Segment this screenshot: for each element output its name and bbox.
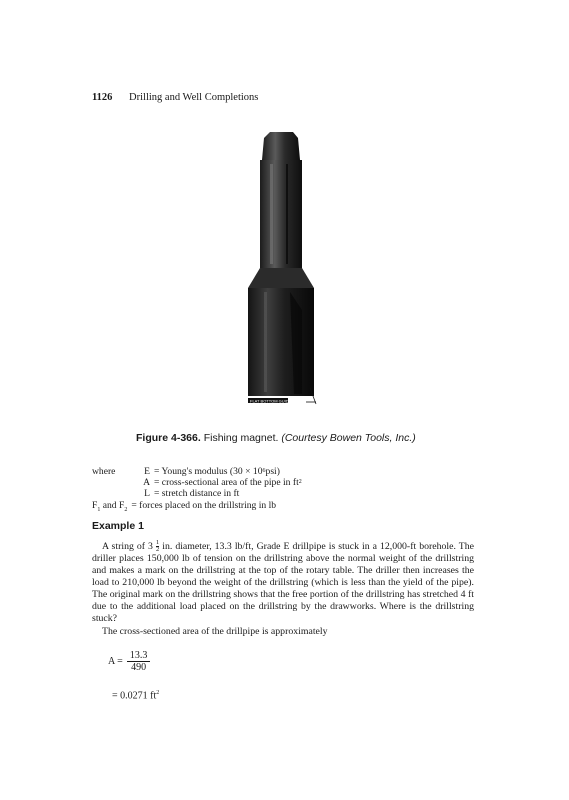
variable-definitions	[92, 466, 302, 516]
area-equation: A = $\frac{13.3}{490}$	[108, 650, 150, 673]
figure-label: Figure 4-366.	[136, 432, 201, 444]
definition-row: A = cross-sectional area of the pipe in ft 2	[143, 477, 302, 489]
fraction: $\frac{1}{2}$	[155, 539, 160, 553]
area-result: = 0.0271 $ft^2$	[112, 690, 160, 702]
figure-credit: (Courtesy Bowen Tools, Inc.)	[281, 432, 416, 444]
example-heading: Example 1	[92, 520, 144, 532]
definition-row: where E = Young's modulus (30 × 10 6 psi)	[92, 466, 280, 477]
figure-tag: FLAT BOTTOM GUIDE	[250, 398, 292, 404]
example-paragraph-2: The cross-sectioned area of the drillpipe is approximately	[102, 625, 328, 637]
equation-fraction: $\frac{13.3}{490}$	[127, 650, 151, 673]
figure-caption	[136, 432, 416, 444]
definition-row: $F_1$ and $F_2$ = forces placed on the drillstring in lb	[92, 499, 277, 513]
running-title: Drilling and Well Completions	[129, 92, 259, 103]
example-body	[92, 540, 474, 638]
example-paragraph: A string of 3 $\frac{1}{2}$ in. diameter, 13.3 lb/ft, Grade E drillpipe is stuck in a 12,000-ft borehole. The driller places 150,000 lb of tension on the drillstring above the normal weight of the drillstring and makes a mark on the drillstring at the top of the rotary table. The driller then increases the load to 210,000 lb beyond the weight of the drillstring (which is less than the yield of the pipe). The original mark on the drillstring shows that the free portion of the drillstring has stretched 4 ft due to the additional load placed on the drillstring by the drawworks. Where is the drillstring stuck?	[92, 539, 474, 625]
figure-title: Fishing magnet.	[203, 432, 279, 444]
fishing-magnet-photo	[240, 130, 330, 415]
page-header	[92, 92, 258, 103]
page-number: 1126	[92, 92, 113, 103]
definition-row: L = stretch distance in ft	[144, 488, 240, 500]
